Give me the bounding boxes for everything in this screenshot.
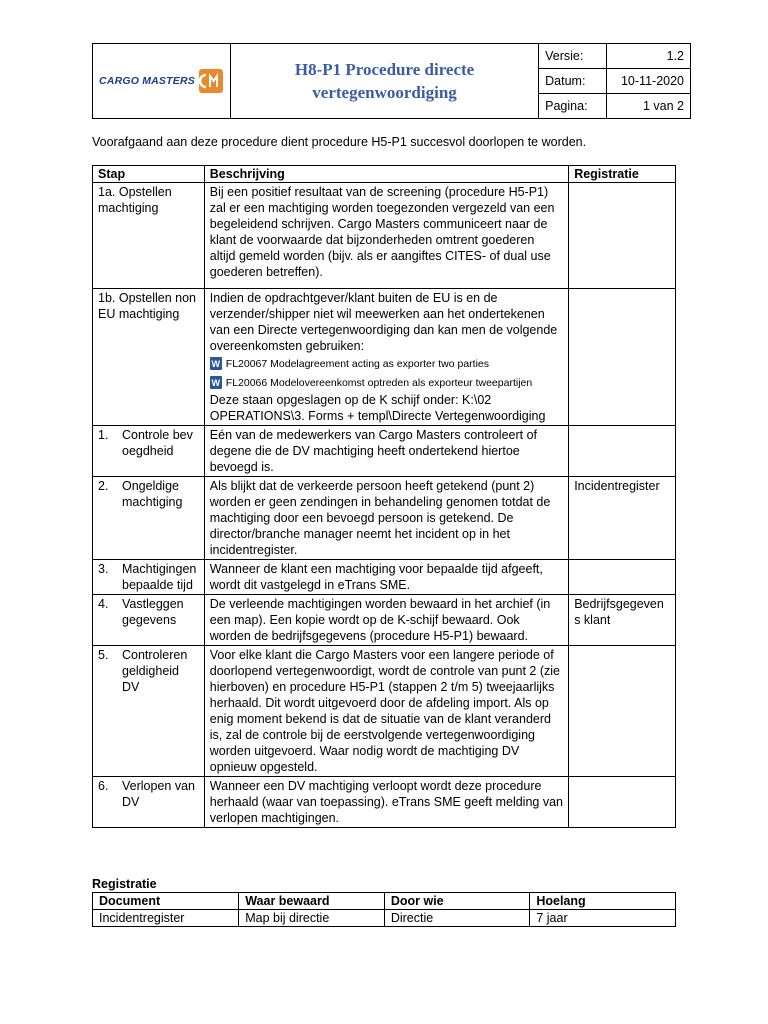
procedure-table (92, 165, 676, 828)
version-value: 1.2 (607, 44, 691, 69)
registration-table (92, 892, 676, 927)
step-number: 1. (98, 428, 109, 442)
step-description: Als blijkt dat de verkeerde persoon heeft getekend (punt 2) worden er geen zendingen in behandeling genomen totdat de machtiging door een bevoegd persoon is getekend. De director/branche manager neemt het incident op in het incidentregister. (204, 477, 568, 560)
intro-text: Voorafgaand aan deze procedure dient procedure H5-P1 succesvol doorlopen te worden. (92, 135, 587, 149)
step-cell (93, 646, 205, 777)
reg-duration: 7 jaar (530, 910, 676, 927)
table-row (93, 595, 676, 646)
header-door-wie: Door wie (384, 893, 530, 910)
step-registration (569, 560, 676, 595)
step-label: Vastleggen gegevens (122, 597, 184, 627)
step-description: Wanneer een DV machtiging verloopt wordt deze procedure herhaald (waar van toepassing). eTrans SME geeft melding van verlopen machtigingen. (204, 777, 568, 828)
table-row (93, 183, 676, 289)
step-number: 4. (98, 597, 109, 611)
header-stap: Stap (93, 166, 205, 183)
registration-title: Registratie (92, 877, 157, 891)
date-value: 10-11-2020 (607, 69, 691, 94)
step-registration (569, 777, 676, 828)
date-label: Datum: (539, 69, 607, 94)
table-row (93, 477, 676, 560)
step-number: 6. (98, 779, 109, 793)
step-registration: Bedrijfsgegevens klant (569, 595, 676, 646)
step-number: 2. (98, 479, 109, 493)
step-registration (569, 289, 676, 426)
document-link[interactable] (210, 373, 563, 392)
logo-cell (93, 44, 231, 119)
reg-document: Incidentregister (93, 910, 239, 927)
step-description: Eén van de medewerkers van Cargo Masters controleert of degene die de DV machtiging heeft ondertekend hiertoe bevoegd is. (204, 426, 568, 477)
document-header (92, 43, 691, 119)
step-registration (569, 183, 676, 289)
header-waar-bewaard: Waar bewaard (239, 893, 385, 910)
header-registratie: Registratie (569, 166, 676, 183)
header-document: Document (93, 893, 239, 910)
document-link[interactable] (210, 354, 563, 373)
logo-mark-icon (198, 68, 224, 94)
registration-header-row (93, 893, 676, 910)
step-description-cell (204, 289, 568, 426)
version-label: Versie: (539, 44, 607, 69)
step-label: Ongeldige machtiging (122, 479, 183, 509)
step-registration (569, 646, 676, 777)
storage-location: Deze staan opgeslagen op de K schijf onder: K:\02 OPERATIONS\3. Forms + templ\Directe Vertegenwoordiging (209, 393, 546, 423)
table-row (93, 289, 676, 426)
logo-text: CARGO MASTERS (99, 75, 195, 87)
table-row (93, 426, 676, 477)
table-row (93, 560, 676, 595)
document-link-label: FL20066 Modelovereenkomst optreden als exporteur tweepartijen (225, 376, 533, 389)
step-label: 1b. Opstellen non EU machtiging (93, 289, 205, 426)
step-cell (93, 777, 205, 828)
step-label: Verlopen van DV (122, 779, 195, 809)
step-description: Wanneer de klant een machtiging voor bepaalde tijd afgeeft, wordt dit vastgelegd in eTrans SME. (204, 560, 568, 595)
step-description: Bij een positief resultaat van de screening (procedure H5-P1) zal er een machtiging worden toegezonden vergezeld van een begeleidend schrijven. Cargo Masters communiceert naar de klant de voorwaarde dat bijzonderheden omtrent goederen altijd gemeld worden (bijv. als er aangiftes CITES- of dual use goederen betreffen). (204, 183, 568, 289)
step-registration (569, 426, 676, 477)
cargo-masters-logo (99, 68, 224, 94)
step-label: 1a. Opstellen machtiging (93, 183, 205, 289)
header-beschrijving: Beschrijving (204, 166, 568, 183)
step-description: Voor elke klant die Cargo Masters voor een langere periode of doorlopend vertegenwoordigt, wordt de controle van punt 2 (zie hierboven) en procedure H5-P1 (stappen 2 t/m 5) tweejaarlijks herhaald. Dit wordt uitgevoerd door de afdeling import. Als op enig moment bekend is dat de situatie van de klant veranderd is, zal de controle bij de eerstvolgende vertegenwoordiging worden uitgevoerd. Waar nodig wordt de machtiging DV opnieuw opgesteld. (204, 646, 568, 777)
step-number: 3. (98, 562, 109, 576)
procedure-header-row (93, 166, 676, 183)
page-label: Pagina: (539, 94, 607, 119)
document-link-label: FL20067 Modelagreement acting as exporter two parties (225, 357, 490, 370)
table-row (93, 910, 676, 927)
step-label: Controle bevoegdheid (122, 428, 193, 458)
table-row (93, 777, 676, 828)
word-document-icon: W (211, 358, 221, 369)
page-value: 1 van 2 (607, 94, 691, 119)
step-label: Machtigingen bepaalde tijd (122, 562, 197, 592)
table-row (93, 646, 676, 777)
step-cell (93, 426, 205, 477)
step-label: Controleren geldigheid DV (122, 648, 188, 694)
reg-location: Map bij directie (239, 910, 385, 927)
reg-owner: Directie (384, 910, 530, 927)
step-number: 5. (98, 648, 109, 662)
step-description: Indien de opdrachtgever/klant buiten de EU is en de verzender/shipper niet wil meewerken aan het ondertekenen van een Directe vertegenwoordiging dan kan men de volgende overeenkomsten gebruiken: (209, 291, 558, 353)
word-document-icon: W (211, 377, 221, 388)
step-description: De verleende machtigingen worden bewaard in het archief (in een map). Een kopie wordt op de K-schijf bewaard. Ook worden de bedrijfsgegevens (procedure H5-P1) bewaard. (204, 595, 568, 646)
step-cell (93, 477, 205, 560)
header-hoelang: Hoelang (530, 893, 676, 910)
step-cell (93, 560, 205, 595)
document-title: H8-P1 Procedure directe vertegenwoordiging (230, 44, 538, 119)
step-registration: Incidentregister (569, 477, 676, 560)
step-cell (93, 595, 205, 646)
